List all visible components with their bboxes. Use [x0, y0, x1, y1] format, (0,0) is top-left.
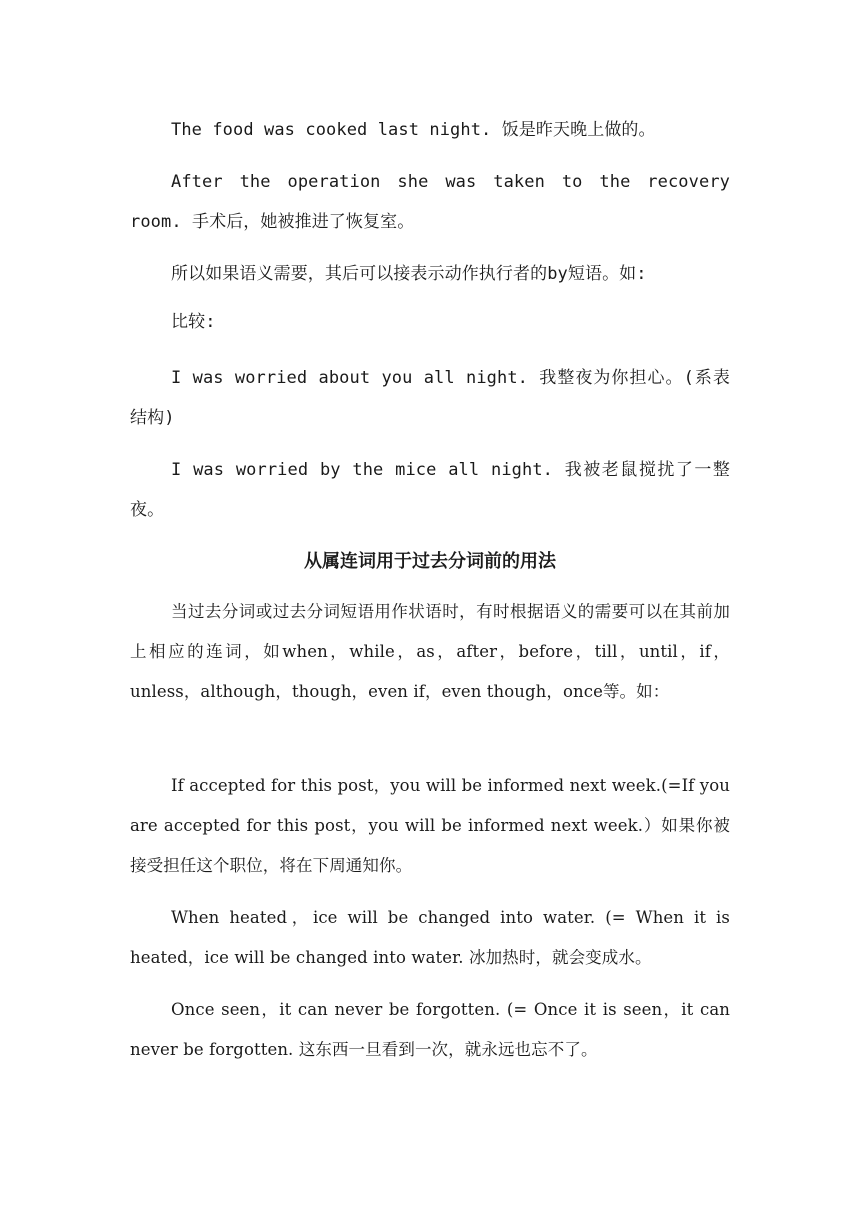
paragraph-worried-by: I was worried by the mice all night. 我被老鼠搅扰了一整夜。: [130, 460, 730, 520]
paragraph-conjunction-usage: 当过去分词或过去分词短语用作状语时，有时根据语义的需要可以在其前加上相应的连词，如when，while，as，after，before，till，until，if，unless，although，though，even if，even though，once等。如：: [130, 602, 730, 701]
paragraph-if-accepted: If accepted for this post，you will be informed next week.(=If you are accepted for this post，you will be informed next week.）如果你被接受担任这个职位，将在下周通知你。: [130, 776, 730, 875]
paragraph-once-seen: Once seen，it can never be forgotten. (= Once it is seen，it can never be forgotten. 这东西一旦看到一次，就永远也忘不了。: [130, 1000, 730, 1059]
paragraph-operation: After the operation she was taken to the recovery room. 手术后，她被推进了恢复室。: [130, 172, 730, 232]
section-heading: 从属连词用于过去分词前的用法: [304, 551, 556, 572]
paragraph-when-heated: When heated，ice will be changed into water. (= When it is heated，ice will be changed into water. 冰加热时，就会变成水。: [130, 908, 730, 967]
paragraph-compare: 比较:: [171, 312, 216, 332]
paragraph-by-phrase-note: 所以如果语义需要，其后可以接表示动作执行者的by短语。如:: [171, 264, 647, 284]
paragraph-worried-about: I was worried about you all night. 我整夜为你担心。(系表结构): [130, 368, 730, 428]
paragraph-food-cooked: The food was cooked last night. 饭是昨天晚上做的。: [171, 120, 656, 140]
